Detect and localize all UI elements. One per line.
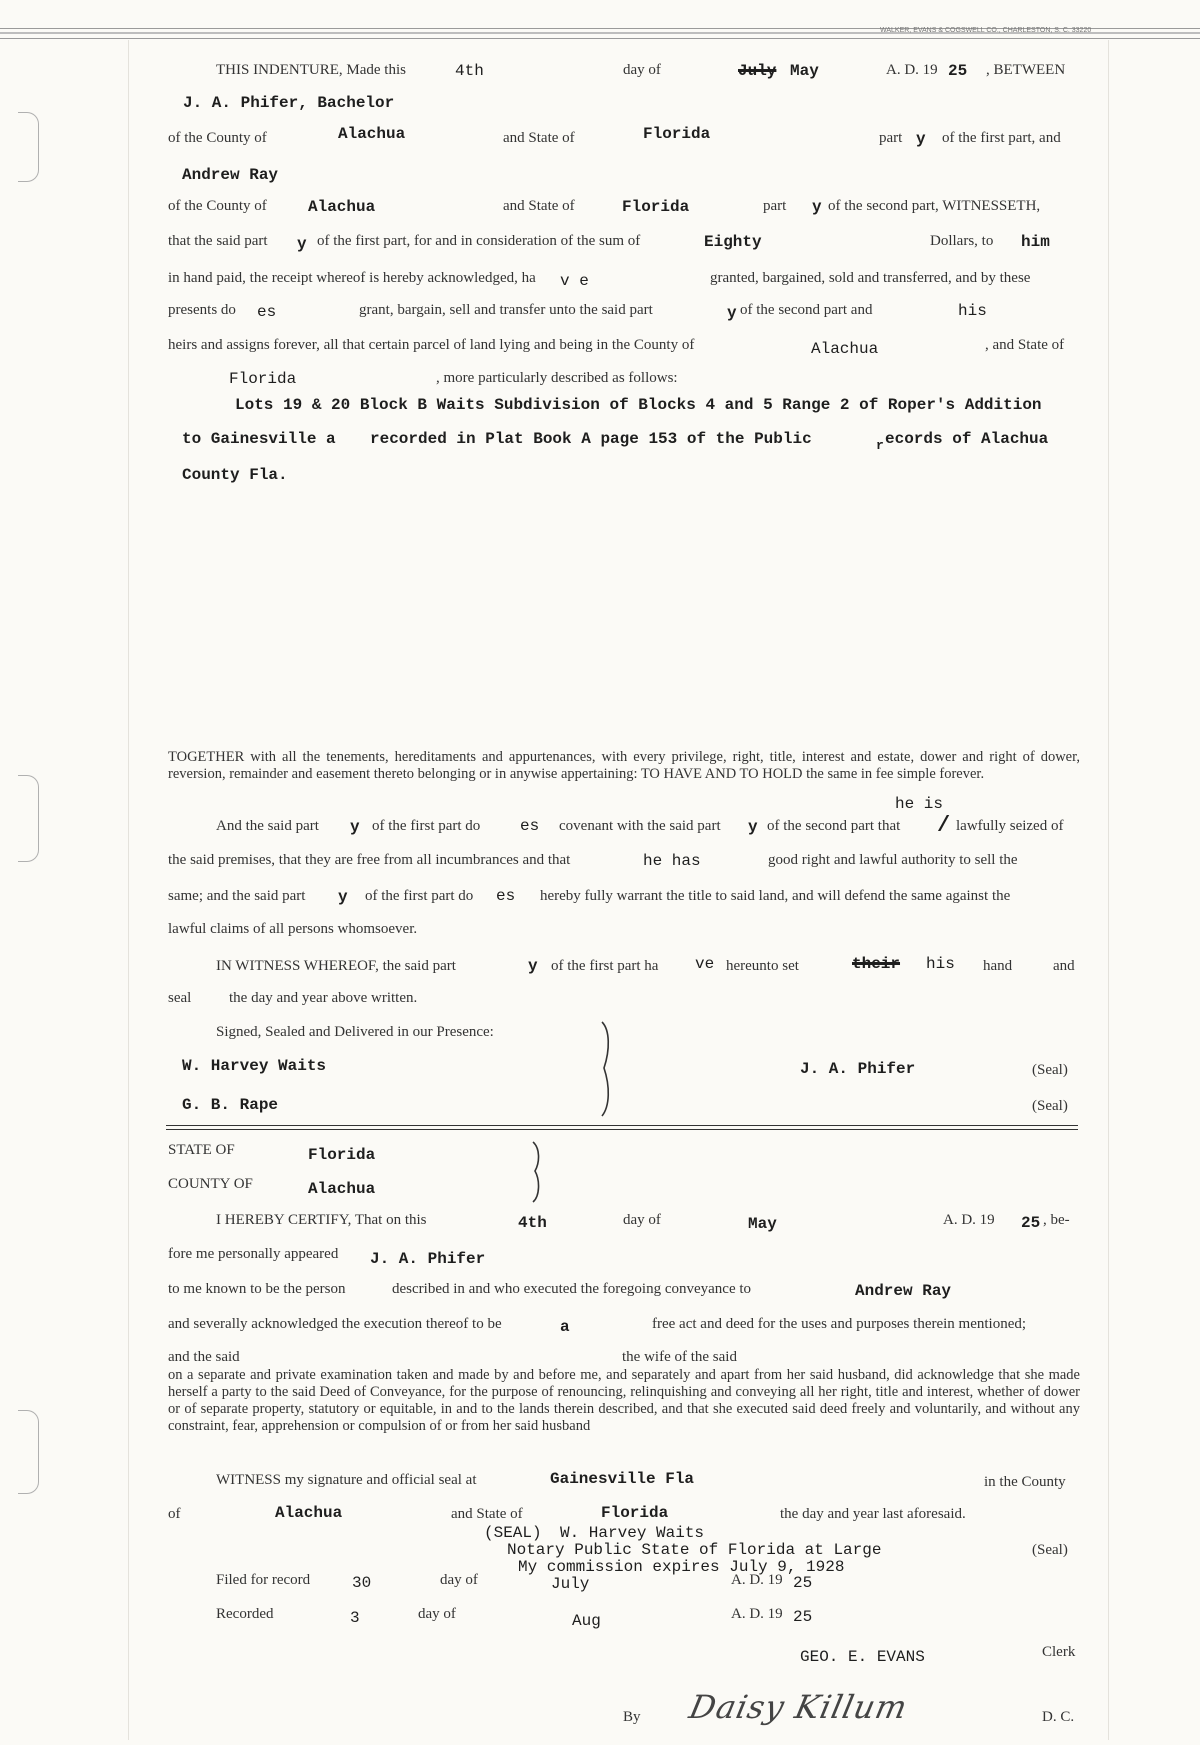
dollars-to: Dollars, to [930,233,994,249]
in-the-county: in the County [984,1474,1066,1490]
cov-part-suffix-2: y [748,818,758,836]
grantor-signature: J. A. Phifer [800,1060,916,1078]
ack-day: 4th [518,1214,547,1232]
second-part-witnesseth: of the second part, WITNESSETH, [828,198,1041,214]
first-part-do-fill: es [520,817,540,835]
witness-1: W. Harvey Waits [182,1057,327,1075]
ack-state: Florida [308,1146,376,1164]
state-label-2: and State of [503,198,575,214]
by-label: By [623,1709,641,1725]
seal-2: (Seal) [1032,1098,1068,1114]
ack-be: , be- [1043,1212,1070,1228]
first-part-do-2: of the first part do [365,888,474,904]
legal-description-line-2c: ecords of Alachua [885,430,1049,448]
grantor-county: Alachua [338,125,406,143]
top-rule-3 [0,38,1200,39]
notary-state: Florida [601,1504,669,1522]
grantee-state: Florida [622,198,690,216]
part-suffix-3: y [297,235,307,253]
certify-text: I HEREBY CERTIFY, That on this [216,1212,427,1228]
indenture-intro: THIS INDENTURE, Made this [216,62,406,78]
and-the-said: and the said [168,1349,240,1365]
cov-part-suffix-3: y [338,888,348,906]
section-divider [166,1125,1078,1126]
together-clause: TOGETHER with all the tenements, hereditaments and appurtenances, with every privilege, right, title, interest and estate, dower and right of dower, reversion, remainder and easement thereto belonging or in anywise appertaining: TO HAVE AND TO HOLD the same in fee simple forever. [168,749,1080,782]
legal-description-line-2a: to Gainesville a [182,430,336,448]
witness-2: G. B. Rape [182,1096,279,1114]
first-part-ha: of the first part ha [551,958,659,974]
ack-month: May [748,1215,777,1233]
cov-part-suffix: y [350,818,360,836]
signed-sealed: Signed, Sealed and Delivered in our Presence: [216,1024,494,1040]
filed-month: July [551,1575,590,1593]
described-in: described in and who executed the foregoing conveyance to [392,1281,752,1297]
their-struck: their [852,955,901,973]
filed-label: Filed for record [216,1572,311,1588]
recorded-ad: A. D. 19 [731,1606,783,1622]
notary-seal: (Seal) [1032,1542,1068,1558]
seal-1: (Seal) [1032,1062,1068,1078]
free-act: free act and deed for the uses and purposes therein mentioned; [652,1316,1027,1332]
premises-free: the said premises, that they are free from all incumbrances and that [168,852,571,868]
heirs-text: heirs and assigns forever, all that certain parcel of land lying and being in the County of [168,337,695,353]
recorded-year: 25 [793,1608,813,1626]
conveyance-to: Andrew Ray [855,1282,952,1300]
county-label: of the County of [168,130,267,146]
binding-mark-bottom [18,1410,39,1494]
legal-description-line-3: County Fla. [182,466,288,484]
between-label: , BETWEEN [986,62,1066,78]
lawful-claims: lawful claims of all persons whomsoever. [168,921,418,937]
state-of-label: STATE OF [168,1142,235,1158]
consideration-sum: Eighty [704,233,762,251]
that-said-part: that the said part [168,233,268,249]
indenture-day: 4th [455,62,484,80]
land-state: Florida [229,370,297,388]
hereby-warrant: hereby fully warrant the title to said land, and will defend the same against the [540,888,1011,904]
grantee-county: Alachua [308,198,376,216]
recorded-day: 3 [350,1609,360,1627]
notary-title: Notary Public State of Florida at Large [507,1541,882,1559]
county-of-label: COUNTY OF [168,1176,253,1192]
state-county-brace [528,1140,548,1204]
grantor-state: Florida [643,125,711,143]
binding-mark-top [18,112,39,182]
and-label: and [1053,958,1075,974]
his-hand: his [926,955,955,973]
witness-place: Gainesville Fla [550,1470,695,1488]
good-right: good right and lawful authority to sell the [768,852,1018,868]
clerk-label: Clerk [1042,1644,1076,1660]
part-suffix-4: y [727,304,737,322]
filed-ad: A. D. 19 [731,1572,783,1588]
right-margin-line [1108,40,1109,1740]
state-label: and State of [503,130,575,146]
part-suffix-2: y [812,198,822,216]
paid-to: him [1021,233,1050,251]
section-divider-2 [166,1129,1078,1130]
fore-me: fore me personally appeared [168,1246,339,1262]
filed-year: 25 [793,1574,813,1592]
caret-mark: / [937,813,951,838]
separate-examination: on a separate and private examination taken and made by and before me, and separately and apart from her said husband, did acknowledge that she made herself a party to the said Deed of Conveyance, for the purpose of renouncing, relinquishing and conveying all her right, title and interest, whether of dower or of separate property, statutory or equitable, in and to the lands therein described, and that she executed said deed freely and voluntarily, and without any constraint, fear, apprehension or compulsion of or from her said husband [168,1367,1080,1434]
deputy-signature: Daisy Killum [685,1688,912,1726]
indenture-month: May [790,62,819,80]
clerk-name: GEO. E. EVANS [800,1648,925,1666]
commission-expires: My commission expires July 9, 1928 [518,1558,845,1576]
notary-name: W. Harvey Waits [560,1524,705,1542]
first-part-ha-fill: ve [695,955,715,973]
and-said-part: And the said part [216,818,319,834]
land-county: Alachua [811,340,879,358]
filed-day: 30 [352,1574,372,1592]
ack-ad: A. D. 19 [943,1212,995,1228]
legal-description-line-2r: r [876,438,884,453]
same-said-part: same; and the said part [168,888,306,904]
notary-seal-mark: (SEAL) [484,1524,542,1542]
grantee-name: Andrew Ray [182,166,279,184]
day-of-label: day of [623,62,661,78]
consideration-text: of the first part, for and in consideration of the sum of [317,233,641,249]
day-year-above: the day and year above written. [229,990,418,1006]
first-part-and: of the first part, and [942,130,1061,146]
ack-county: Alachua [308,1180,376,1198]
recorded-month: Aug [572,1612,601,1630]
recorded-day-of: day of [418,1606,456,1622]
hand-label: hand [983,958,1013,974]
lawfully-seized: lawfully seized of [956,818,1064,834]
he-has: he has [643,852,701,870]
hereunto-set: hereunto set [726,958,799,974]
known-person: to me known to be the person [168,1281,346,1297]
first-part-do-2-fill: es [496,887,516,905]
wife-of: the wife of the said [622,1349,737,1365]
presents-do-fill: es [257,303,277,321]
wit-part-suffix: y [528,957,538,975]
left-margin-line [128,40,129,1740]
in-witness: IN WITNESS WHEREOF, the said part [216,958,456,974]
covenant-with: covenant with the said part [559,818,721,834]
grantor-name: J. A. Phifer, Bachelor [183,94,395,112]
notary-county: Alachua [275,1504,343,1522]
a-fill: a [560,1318,570,1336]
first-part-do: of the first part do [372,818,481,834]
severally-text: and severally acknowledged the execution thereof to be [168,1316,502,1332]
seal-label: seal [168,990,192,1006]
legal-description-line-2b: recorded in Plat Book A page 153 of the Public [370,430,812,448]
part-suffix: y [916,130,926,148]
part-label-2: part [763,198,787,214]
of-label: of [168,1506,181,1522]
indenture-year: 25 [948,62,968,80]
binding-mark-middle [18,775,39,862]
witness-brace [596,1020,620,1118]
and-state-of: , and State of [985,337,1065,353]
indenture-month-struck: July [738,62,777,80]
dc-label: D. C. [1042,1709,1075,1725]
filed-day-of: day of [440,1572,478,1588]
second-part-and: of the second part and [740,302,873,318]
heirs-his: his [958,302,987,320]
hand-paid-fill: v e [560,272,589,290]
ack-year: 25 [1021,1214,1041,1232]
notary-and-state-of: and State of [451,1506,523,1522]
granted-text: granted, bargained, sold and transferred, and by these [710,270,1031,286]
he-is: he is [895,795,944,813]
county-label-2: of the County of [168,198,267,214]
legal-description-line-1: Lots 19 & 20 Block B Waits Subdivision of Blocks 4 and 5 Range 2 of Roper's Addition [235,396,1042,414]
grant-unto-text: grant, bargain, sell and transfer unto the said part [359,302,653,318]
more-particularly: , more particularly described as follows: [436,370,678,386]
ad-label: A. D. 19 [886,62,938,78]
hand-paid-text: in hand paid, the receipt whereof is hereby acknowledged, ha [168,270,536,286]
ack-day-of: day of [623,1212,661,1228]
presents-do: presents do [168,302,236,318]
printer-imprint: WALKER, EVANS & COGSWELL CO., CHARLESTON, S. C. 33220 [880,27,1092,34]
part-label: part [879,130,903,146]
appeared-name: J. A. Phifer [370,1250,486,1268]
witness-my: WITNESS my signature and official seal at [216,1472,477,1488]
recorded-label: Recorded [216,1606,274,1622]
day-year-last: the day and year last aforesaid. [780,1506,966,1522]
second-part-that: of the second part that [767,818,901,834]
